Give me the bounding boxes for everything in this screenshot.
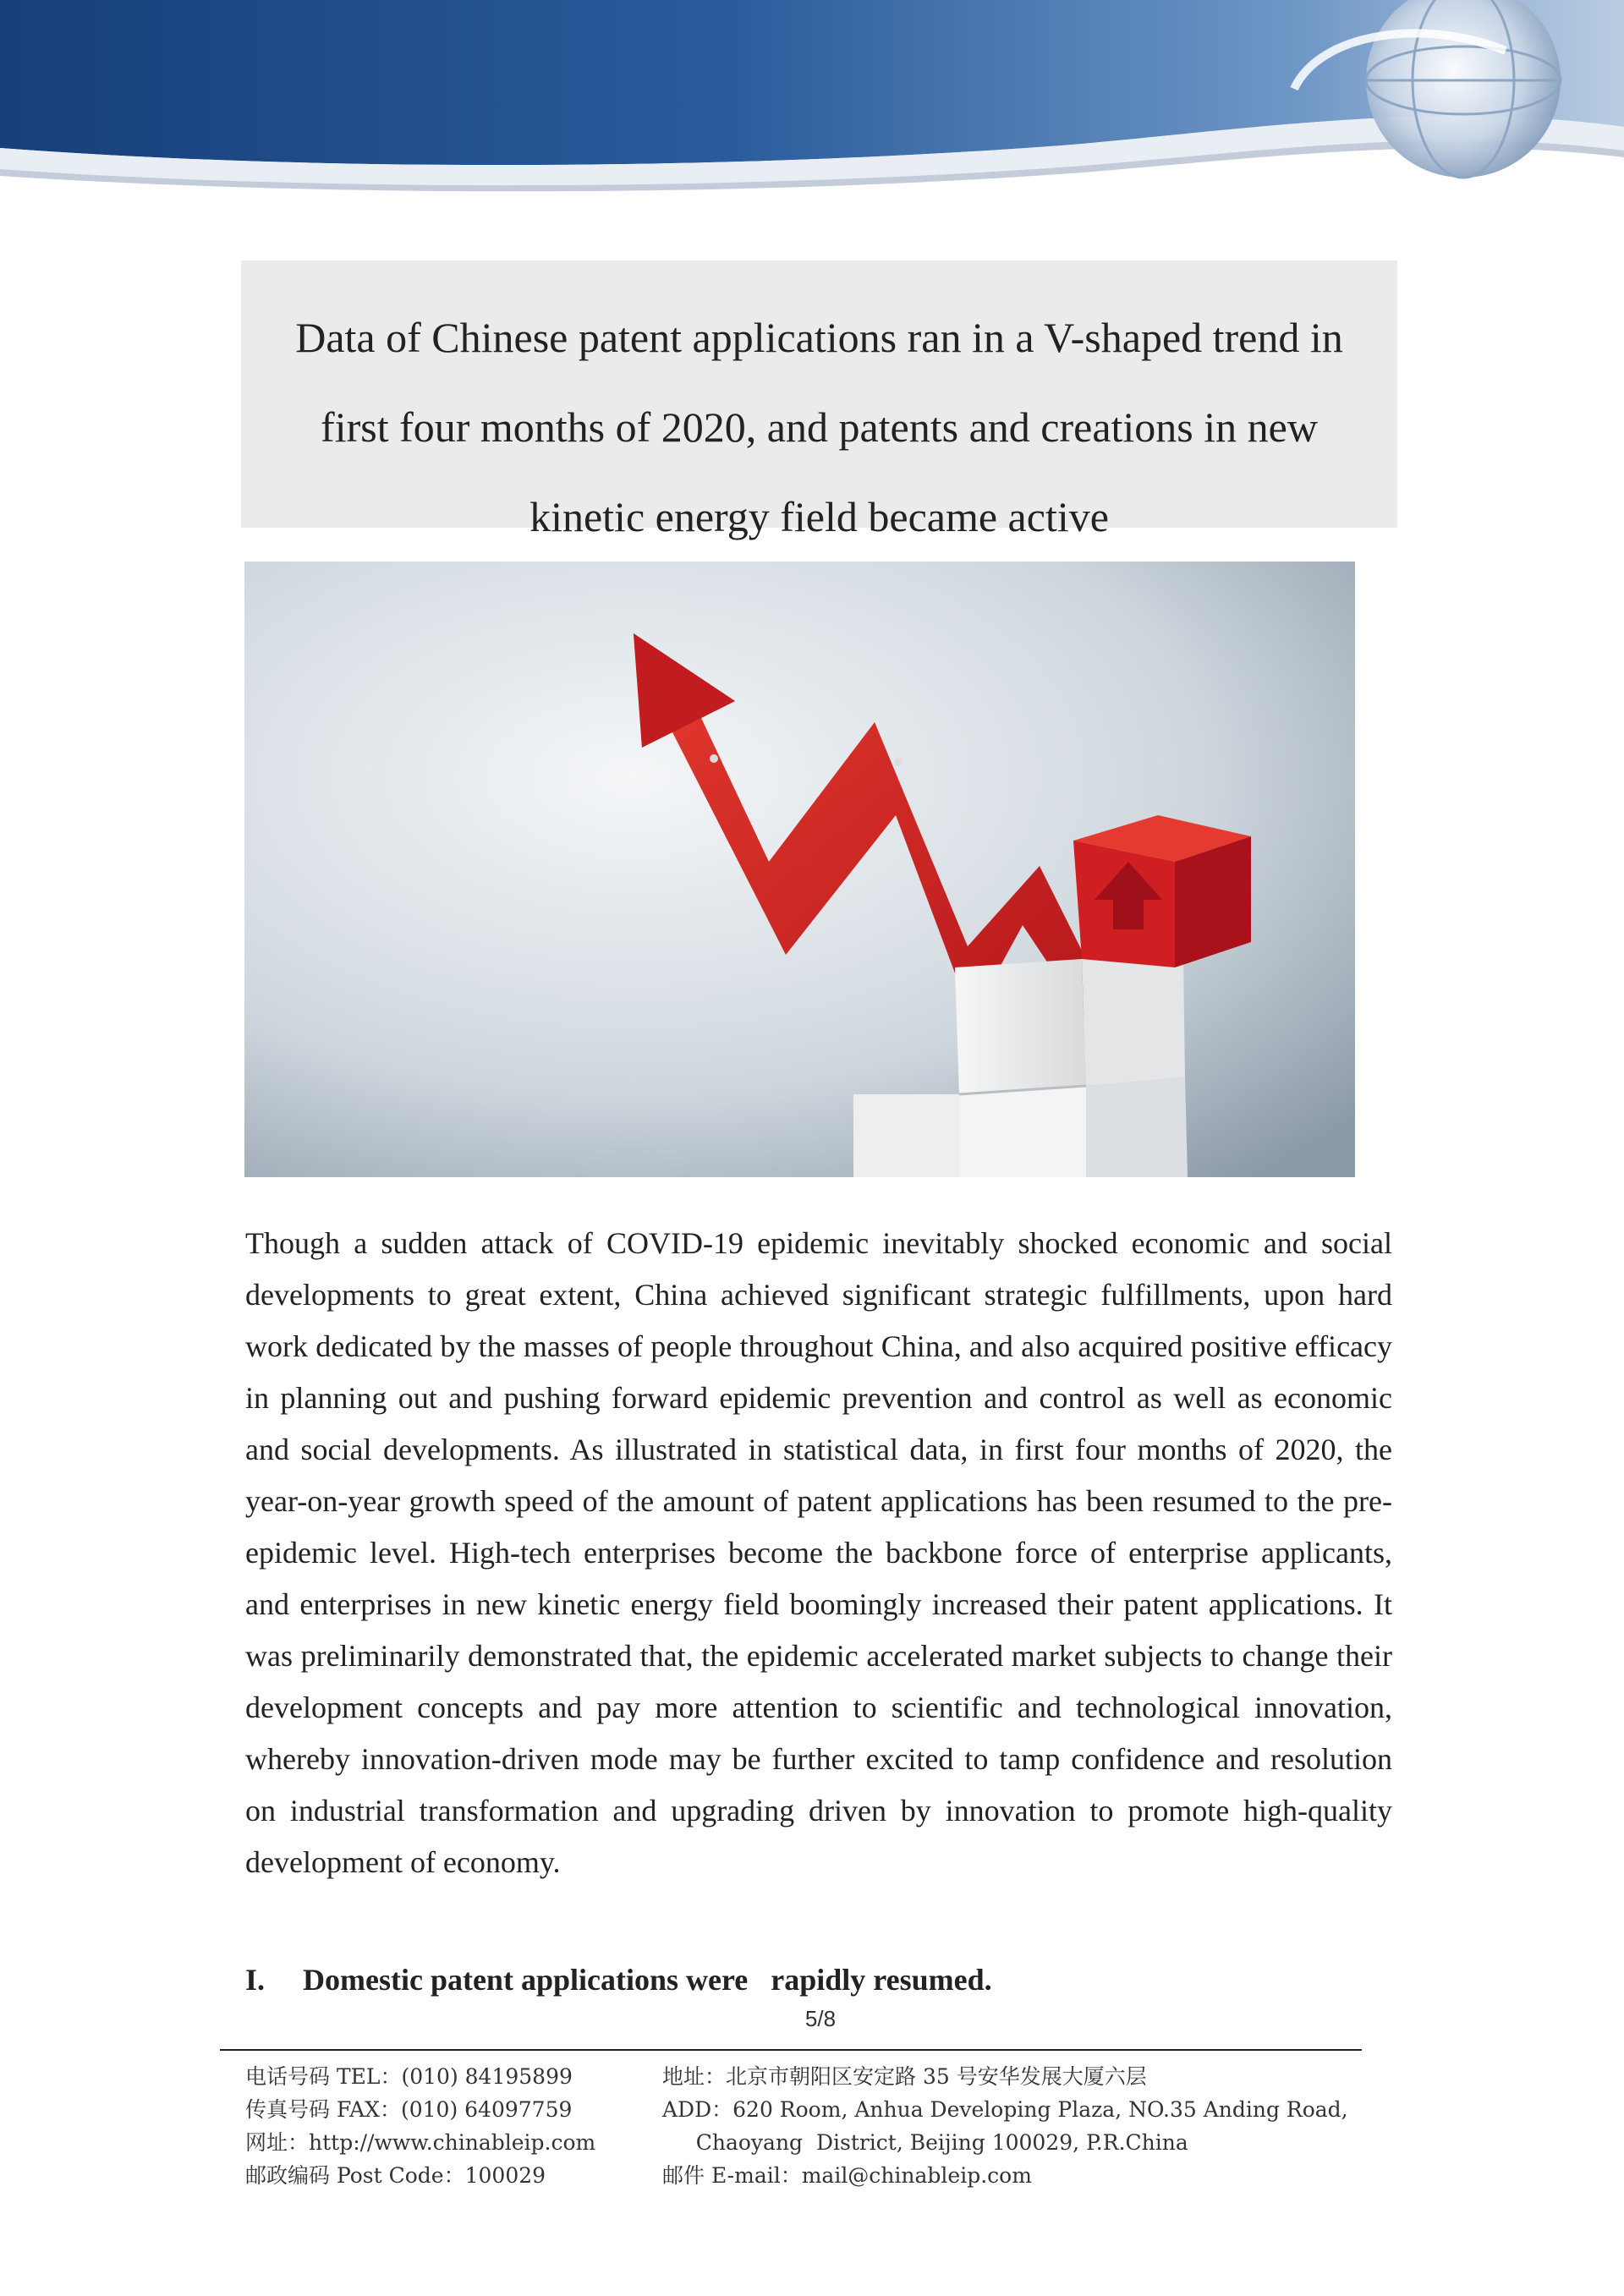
hero-image (244, 562, 1355, 1177)
article-title (241, 260, 1397, 562)
footer-website-link[interactable]: 网址：http://www.chinableip.com (245, 2130, 596, 2155)
section-heading (245, 1962, 1392, 1997)
footer-post-code: 邮政编码 Post Code：100029 (245, 2163, 546, 2188)
body-paragraph: Though a sudden attack of COVID-19 epidemic inevitably shocked economic and social developments to great extent, China achieved significant strategic fulfillments, upon hard work dedicated by the masses of people throughout China, and also acquired positive efficacy in planning out and pushing forward epidemic prevention and control as well as economic and social developments. As illustrated in statistical data, in first four months of 2020, the year-on-year growth speed of the amount of patent applications has been resumed to the pre-epidemic level. High-tech enterprises become the backbone force of enterprise applicants, and enterprises in new kinetic energy field boomingly increased their patent applications. It was preliminarily demonstrated that, the epidemic accelerated market subjects to change their development concepts and pay more attention to scientific and technological innovation, whereby innovation-driven mode may be further excited to tamp confidence and resolution on industrial transformation and upgrading driven by innovation to promote high-quality development of economy. (245, 1226, 1392, 1879)
footer-address-en-2: Chaoyang District, Beijing 100029, P.R.China (662, 2130, 1188, 2155)
title-line-2: first four months of 2020, and patents and creations in new (321, 403, 1318, 451)
title-line-3: kinetic energy field became active (529, 493, 1109, 540)
footer-contact-left (245, 2060, 595, 2192)
footer-divider (220, 2049, 1362, 2051)
page-number: 5/8 (804, 2006, 837, 2031)
title-line-1: Data of Chinese patent applications ran in a V-shaped trend in (295, 314, 1343, 361)
section-title: Domestic patent applications were rapidly resumed. (303, 1963, 992, 1997)
article-title-box (241, 260, 1397, 540)
footer-address-cn: 地址：北京市朝阳区安定路 35 号安华发展大厦六层 (662, 2064, 1147, 2089)
footer-contact-right (662, 2060, 1348, 2192)
footer-fax: 传真号码 FAX：(010) 64097759 (245, 2097, 573, 2122)
header-banner (0, 0, 1624, 195)
footer-address-en-1: ADD：620 Room, Anhua Developing Plaza, NO.35 Anding Road, (662, 2097, 1348, 2122)
footer-email-link[interactable]: 邮件 E-mail：mail@chinableip.com (662, 2163, 1032, 2188)
section-number: I. (245, 1963, 266, 1997)
footer-tel: 电话号码 TEL：(010) 84195899 (245, 2064, 573, 2089)
red-cube (1073, 815, 1251, 967)
